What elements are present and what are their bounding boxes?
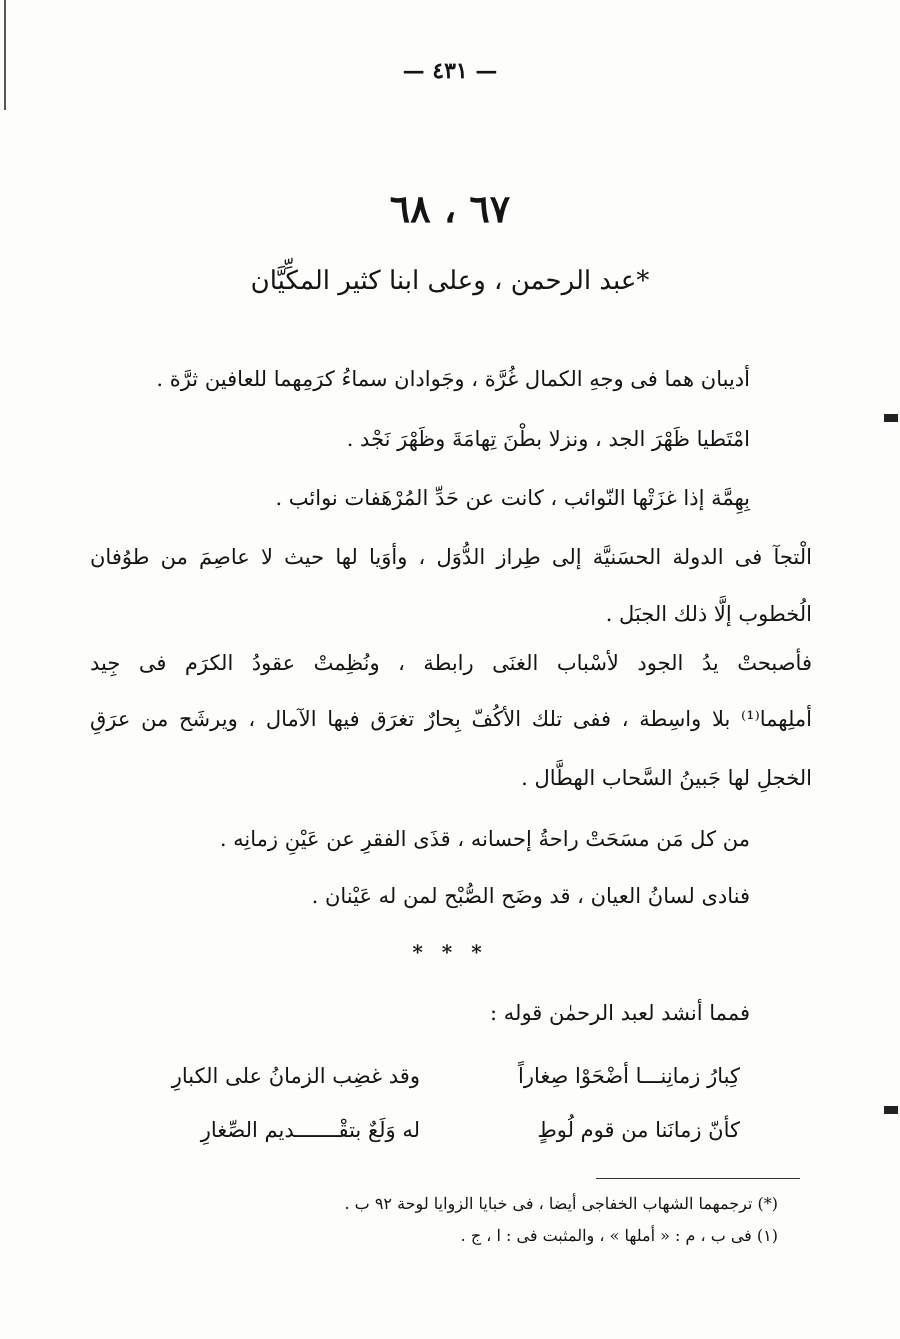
body-line-5: الُخطوب إلَّا ذلك الجبَل . <box>605 602 812 626</box>
footnote-rule <box>596 1178 800 1179</box>
body-line-3: بِهِمَّة إذا غزَتْها النّوائب ، كانت عن حَدِّ المُرْهَفات نوائب . <box>275 486 750 510</box>
body-line-4: الْتجآ فى الدولة الحسَنيَّة إلى طِراز الدُّوَل ، وأوَيا لها حيث لا عاصِمَ من طوُفان <box>90 545 812 569</box>
page-edge-rule <box>4 0 6 110</box>
verse-1-second-hemistich: وقد غضِب الزمانُ على الكبارِ <box>171 1064 420 1088</box>
margin-mark <box>884 1106 898 1114</box>
verse-2-second-hemistich: له وَلَعٌ بتقْـــــــديم الصِّغارِ <box>200 1118 420 1142</box>
body-line-1: أديبان هما فى وجهِ الكمال غُرَّة ، وجَوادان سماءُ كرَمِهما للعافين ثرَّة . <box>156 367 750 391</box>
section-title: عبد الرحمن ، وعلى ابنا كثير المكِّيَّان* <box>250 266 650 296</box>
section-separator: * * * <box>412 940 488 964</box>
body-line-2: امْتَطيا ظَهْرَ الجد ، ونزلا بطْنَ تِهامَةَ وظَهْرَ نَجْد . <box>346 427 750 451</box>
verse-intro: فمما أنشد لعبد الرحمٰن قوله : <box>490 1001 750 1025</box>
body-line-9: من كل مَن مسَحَتْ راحةُ إحسانه ، قذَى الفقرِ عن عَيْنِ زمانِه . <box>219 827 750 851</box>
margin-mark <box>884 414 898 422</box>
body-line-10: فنادى لسانُ العيان ، قد وضَح الصُّبْح لمن له عَيْنان . <box>311 884 750 908</box>
body-line-8: الخجلِ لها جَبينُ السَّحاب الهطَّال . <box>521 766 812 790</box>
footnote-star: (*) ترجمهما الشهاب الخفاجى أيضا ، فى خبايا الزوايا لوحة ٩٢ ب . <box>344 1194 778 1213</box>
body-line-7: أملِهما⁽¹⁾ بلا واسِطة ، ففى تلك الأكُفّ بِحارٌ تغرَق فيها الآمال ، ويرشَح من عرَقِ <box>90 707 812 731</box>
section-number: ٦٧ ، ٦٨ <box>389 186 511 231</box>
body-line-6: فأصبحتْ يدُ الجود لأسْباب الغنَى رابطة ، ونُظِمتْ عقودُ الكرَم فى جِيد <box>90 651 812 675</box>
footnote-1: (١) فى ب ، م : « أملها » ، والمثبت فى : ا ، ج . <box>460 1226 778 1245</box>
page-number: — ٤٣١ — <box>402 58 498 84</box>
verse-1-first-hemistich: كِبارُ زمانِنـــا أضْحَوْا صِغاراً <box>518 1064 740 1088</box>
verse-2-first-hemistich: كأنّ زمانَنا من قوم لُوطٍ <box>537 1118 740 1142</box>
